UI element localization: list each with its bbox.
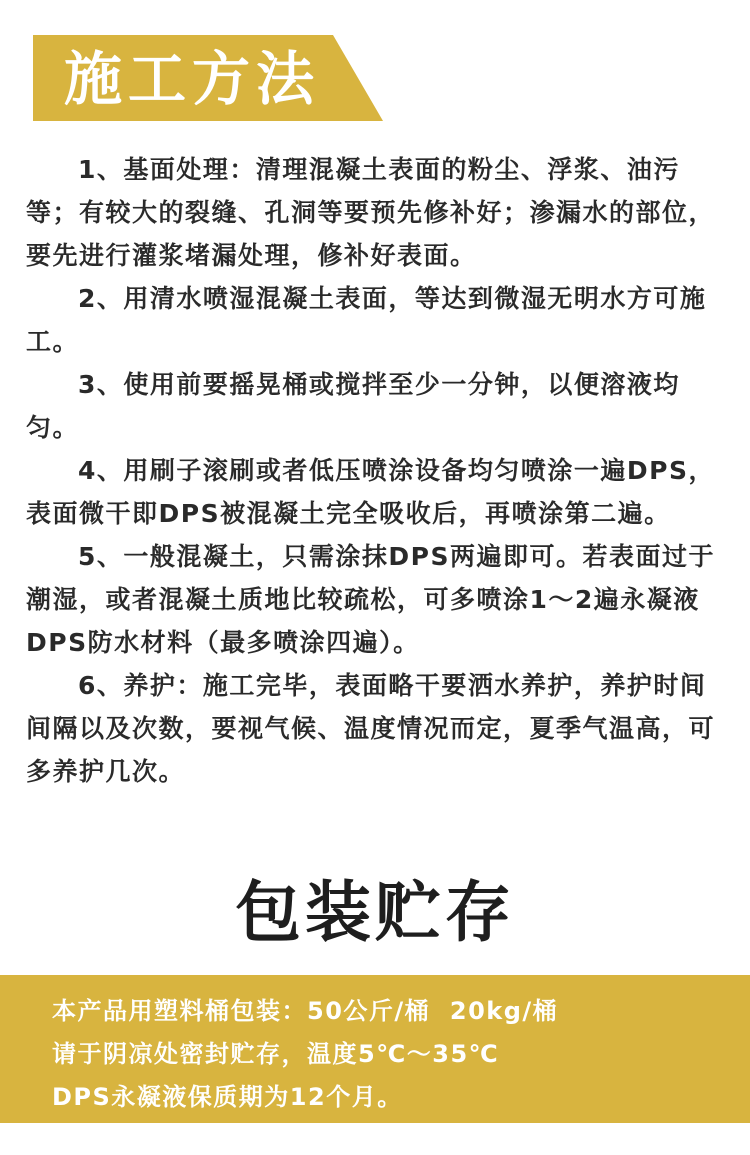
- section-title-packaging: 包装贮存: [235, 874, 515, 951]
- section-title-construction: 施工方法: [64, 45, 321, 113]
- storage-line-shelf-life: DPS永凝液保质期为12个月。: [52, 1083, 403, 1111]
- storage-line-conditions: 请于阴凉处密封贮存，温度5℃～35℃: [52, 1040, 500, 1068]
- step-1: 1、基面处理：清理混凝土表面的粉尘、浮浆、油污等；有较大的裂缝、孔洞等要预先修补好；渗漏水的部位，要先进行灌浆堵漏处理，修补好表面。: [26, 155, 716, 270]
- step-3: 3、使用前要摇晃桶或搅拌至少一分钟，以便溶液均匀。: [26, 370, 680, 442]
- construction-steps: [26, 148, 724, 793]
- step-5: 5、一般混凝土，只需涂抹DPS两遍即可。若表面过于潮湿，或者混凝土质地比较疏松，可多喷涂1～2遍永凝液DPS防水材料（最多喷涂四遍）。: [26, 542, 715, 657]
- step-2: 2、用清水喷湿混凝土表面，等达到微湿无明水方可施工。: [26, 284, 707, 356]
- storage-info: [52, 990, 732, 1119]
- storage-line-packaging: 本产品用塑料桶包装：50公斤/桶 20kg/桶: [52, 997, 559, 1025]
- step-6: 6、养护：施工完毕，表面略干要洒水养护，养护时间间隔以及次数，要视气候、温度情况而定，夏季气温高，可多养护几次。: [26, 671, 716, 786]
- step-4: 4、用刷子滚刷或者低压喷涂设备均匀喷涂一遍DPS，表面微干即DPS被混凝土完全吸收后，再喷涂第二遍。: [26, 456, 715, 528]
